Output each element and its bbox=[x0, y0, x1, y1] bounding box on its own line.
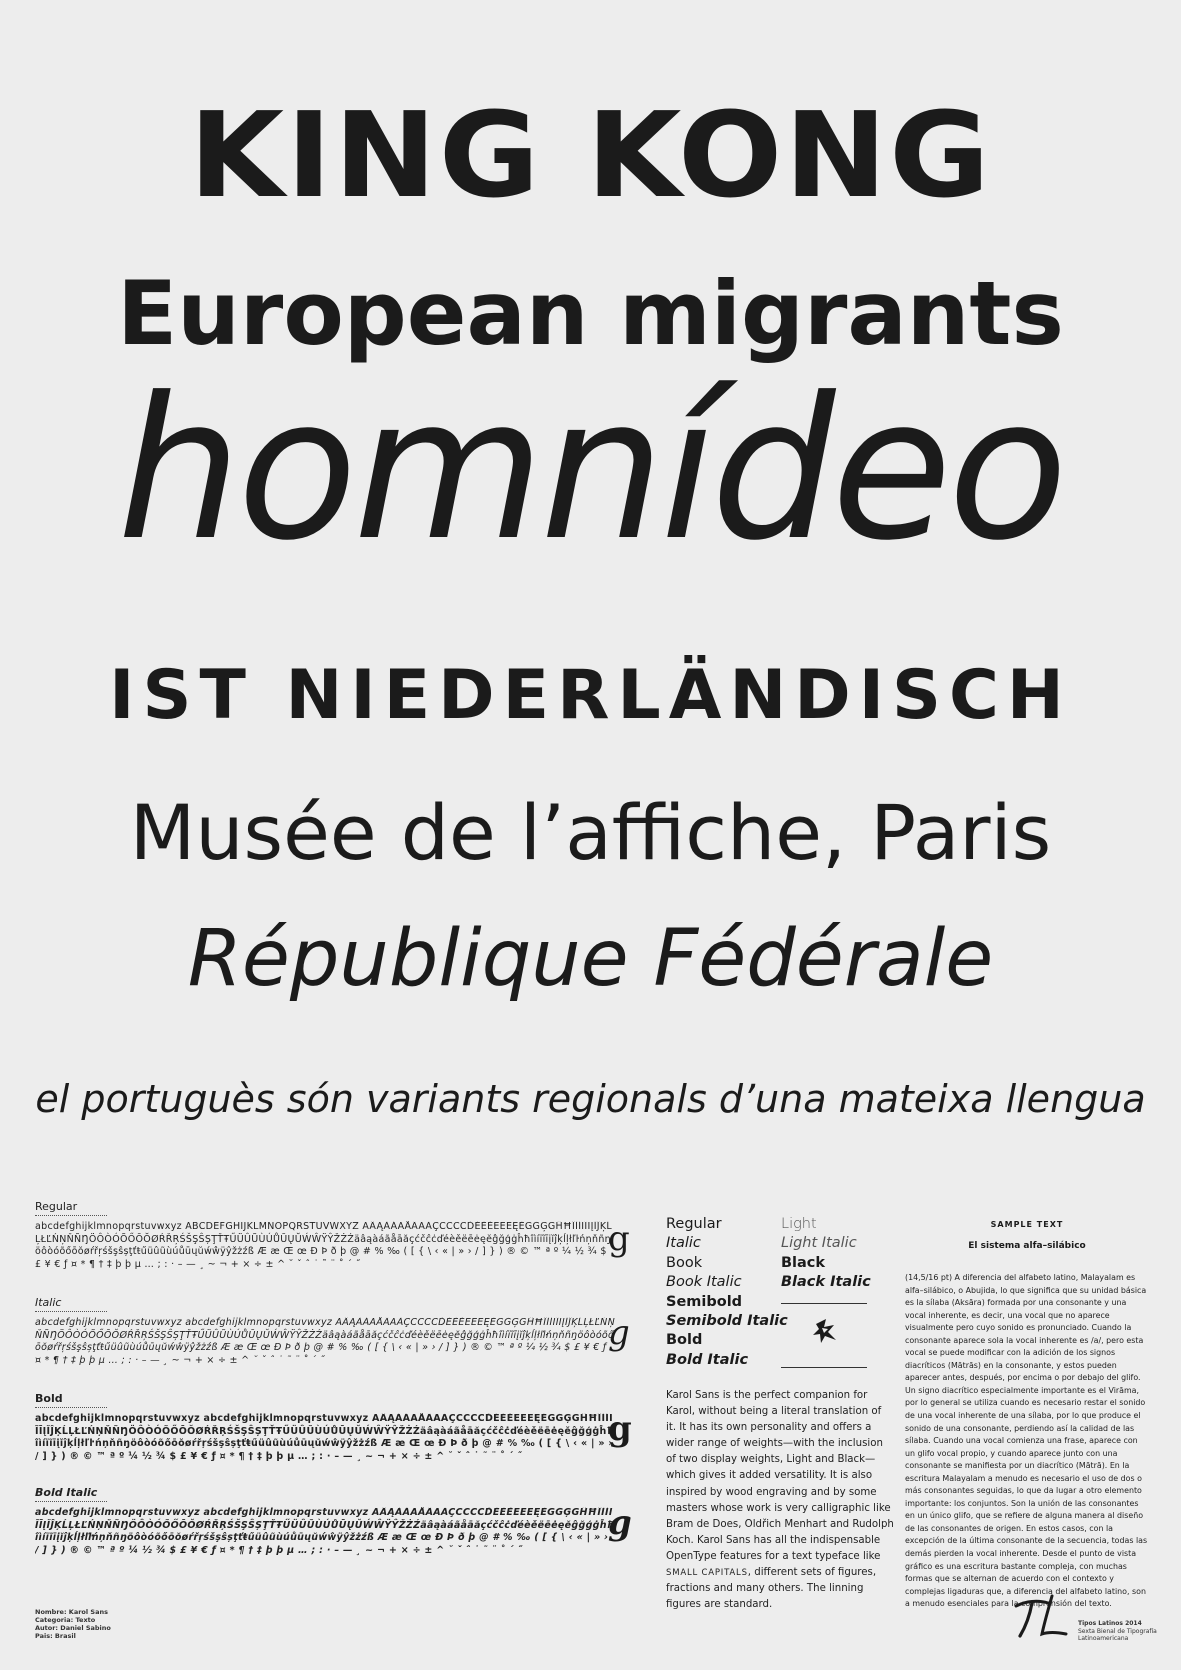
weight-book-italic: Book Italic bbox=[666, 1274, 742, 1291]
weight-book: Book bbox=[666, 1254, 703, 1271]
weight-black-italic: Black Italic bbox=[781, 1274, 871, 1291]
weight-light: Light bbox=[781, 1216, 817, 1232]
headline-portugues: el portuguès són variants regionals d’una mateixa llengua bbox=[35, 1077, 1146, 1121]
credit-name: Nombre: Karol Sans bbox=[35, 1608, 108, 1616]
weight-black: Black bbox=[781, 1254, 826, 1271]
companion-small-caps: SMALL CAPITALS bbox=[666, 1568, 748, 1579]
specimen-bold bbox=[35, 1392, 615, 1465]
footer-title: Tipos Latinos 2014 bbox=[1078, 1620, 1142, 1627]
specimen-chars: abcdefghijklmnopqrstuvwxyz abcdefghijklmnopqrstuvwxyz ÄÂĄÀÁÄÅÃĀĂÇĆČĈĊĎÉÈĚËĒĖĘĔĜĞĢĠĤĦÎÌÍÏĨĪĮĬĴĶĹĻŁĽŃŅŇÑŊÖÔÒÓÕŐŌŎØŔŘŖŚŠŞŜȘŢŤŦŰÜÛŨÙÚŮŪŲŬẂŴŸŶŽŻŹäâąàáãåāăçćčĉċďéèěëēėęĕĝğģġĥħîìíïĩīįĭĵķĺļłľŀńņňñŋöôòóõőōŏøŕřŗśšşŝșţťŧűüûũùúůūųŭẃŵÿŷžżźß Æ æ Œ œ Ð Þ ð þ @ # % ‰ ( [ { \ ‹ « | » › / ] } ) ® © ™ ª º ¼ ½ ¾ $ £ ¥ € ƒ ¤ * ¶ † ‡ þ ϸ µ … ; : · – — ¸ ~ ¬ + × ÷ ± ^ ˘ ˇ ˆ ˙ ˜ ¨ ˚ ´ ˝ bbox=[35, 1507, 615, 1556]
headline-musee: Musée de l’affiche, Paris bbox=[129, 788, 1052, 877]
weight-italic: Italic bbox=[666, 1235, 701, 1252]
credits bbox=[35, 1608, 111, 1640]
companion-text-start: Karol Sans is the perfect companion for Karol, without being a literal translation of it. It has its own personality and offers a wider range of weights—with the inclusion of two display weights, Light and Black—which gives it added versatility. It is also inspired by wood engraving and by some masters whose work is very calligraphic like Bram de Does, Oldřich Menhart and Rudolph Koch. Karol Sans has all the indispensable OpenType features for a text typeface like bbox=[666, 1390, 894, 1562]
divider-bottom bbox=[781, 1367, 867, 1368]
sample-heading: SAMPLE TEXT bbox=[990, 1220, 1064, 1229]
tipos-latinos-logo-icon bbox=[1008, 1592, 1072, 1644]
specimen-chars: abcdefghijklmnopqrstuvwxyz abcdefghijklmnopqrstuvwxyz ÄÂĄÀÁÄÅÃĀĂÇĆČĈĊĎÉÈĚËĒĖĘĔĜĞĢĠĤĦÎÌÍÏĨĪĮĬĴĶĹĻŁĽŃŅŇÑŊÖÔÒÓÕŐŌŎØŔŘŖŚŠŞŜȘŢŤŦŰÜÛŨÙÚŮŪŲŬẂŴŸŶŽŻŹäâąàáãåāăçćčĉċďéèěëēėęĕĝğģġĥħîìíïĩīįĭĵķĺļłľŀńņňñŋöôòóõőōŏøŕřŗśšşŝșţťŧűüûũùúůūųŭẃŵÿŷžżźß Æ æ Œ œ Ð Þ ð þ @ # % ‰ ( [ { \ ‹ « | » › / ] } ) ® © ™ ª º ¼ ½ ¾ $ £ ¥ € ƒ ¤ * ¶ † ‡ þ ϸ µ … ; : · – — ¸ ~ ¬ + × ÷ ± ^ ˘ ˇ ˆ ˙ ˜ ¨ ˚ ´ ˝ bbox=[35, 1317, 615, 1366]
credit-country: Pais: Brasil bbox=[35, 1632, 76, 1640]
companion-paragraph bbox=[666, 1388, 894, 1613]
specimen-italic bbox=[35, 1296, 615, 1369]
weight-bold-italic: Bold Italic bbox=[666, 1351, 749, 1368]
weight-light-italic: Light Italic bbox=[781, 1235, 857, 1252]
companion-text-end: , different sets of figures, fractions and many others. The linning figures are standard. bbox=[666, 1567, 877, 1611]
glyph-g-regular: g bbox=[608, 1219, 630, 1259]
weight-regular: Regular bbox=[666, 1216, 722, 1232]
headline-niederlandisch: IST NIEDERLÄNDISCH bbox=[109, 656, 1072, 735]
footer-line-3: Latinoamericana bbox=[1078, 1635, 1129, 1642]
headline-european-migrants: European migrants bbox=[117, 262, 1064, 365]
specimen-regular bbox=[35, 1200, 615, 1273]
credit-author: Autor: Daniel Sabino bbox=[35, 1624, 111, 1632]
headline-king-kong: KING KONG bbox=[189, 86, 992, 224]
weights-list-right bbox=[781, 1215, 871, 1293]
glyph-g-bold: g bbox=[608, 1409, 632, 1449]
specimen-label: Bold Italic bbox=[35, 1486, 107, 1502]
credit-category: Categoria: Texto bbox=[35, 1616, 96, 1624]
sample-body: (14,5/16 pt) A diferencia del alfabeto latino, Malayalam es alfa–silábico, o Abujida, lo que significa que su unidad básica es la sílaba (Aksāra) formada por una consonante y una vocal inherente, es decir, una vocal que no aparece visualmente pero cuyo sonido es pronunciado. Cuando la consonante aparece sola la vocal inherente es /a/, pero esta vocal se puede modificar con la adición de los signos diacríticos (Mātrās) en la consonante, y estos pueden aparecer antes, después, por encima o por debajo del glifo. Un signo diacrítico especialmente importante es el Virāma, por lo general se utiliza cuando es necesario restar el sonido de una vocal inherente de una sílaba, por lo que produce el sonido de una consonante, perdiendo así la calidad de las sílaba. Cuando una vocal comienza una frase, aparece con un glifo vocal propio, y cuando aparece junto con una consonante se manifiesta por un diacrítico (Mātrā). En la escritura Malayalam a menudo es necesario el uso de dos o más consonantes seguidas, lo que da lugar a otro elemento importante: los conjuntos. Son la unión de las consonantes en un único glifo, que se refiere de alguna manera al diseño de las consonantes de origen. En estos casos, con la excepción de la última consonante de la secuencia, todas las demás pierden la vocal inherente. Desde el punto de vista gráfico es una escritura bastante compleja, con muchas formas que se alternan de acuerdo con el contexto y complejas ligaduras que, a diferencia del alfabeto latino, son a menudo esenciales para la comprensión del texto. bbox=[905, 1273, 1148, 1609]
specimen-bold-italic bbox=[35, 1486, 615, 1559]
divider-top bbox=[781, 1303, 867, 1304]
glyph-g-bold-italic: g bbox=[608, 1503, 632, 1543]
specimen-label: Italic bbox=[35, 1296, 107, 1312]
weights-list-left bbox=[666, 1215, 788, 1370]
specimen-chars: abcdefghijklmnopqrstuvwxyz ABCDEFGHIJKLMNOPQRSTUVWXYZ ÄÂĄÀÁÄÅÃĀĂÇĆČĈĊĎÉÈĚËĒĖĘĔĜĞĢĠĤĦÎÌÍÏĨĪĮĬĴĶĹĻŁĽŃŅŇÑŊÖÔÒÓÕŐŌŎØŔŘŖŚŠŞŜȘŢŤŦŰÜÛŨÙÚŮŪŲŬẂŴŸŶŽŻŹäâąàáãåāăçćčĉċďéèěëēėęĕĝğģġĥħîìíïĩīįĭĵķĺļłľŀńņňñŋöôòóõőōŏøŕřŗśšşŝșţťŧűüûũùúůūųŭẃŵÿŷžżźß Æ æ Œ œ Ð Þ ð þ @ # % ‰ ( [ { \ ‹ « | » › / ] } ) ® © ™ ª º ¼ ½ ¾ $ £ ¥ € ƒ ¤ * ¶ † ‡ þ ϸ µ … ; : · – — ¸ ~ ¬ + × ÷ ± ^ ˘ ˇ ˆ ˙ ˜ ¨ ˚ ´ ˝ bbox=[35, 1221, 613, 1270]
footer-info bbox=[1078, 1620, 1157, 1643]
headline-republique: République Fédérale bbox=[187, 914, 994, 1004]
specimen-label: Regular bbox=[35, 1200, 107, 1216]
footer-line-2: Sexta Bienal de Tipografía bbox=[1078, 1627, 1157, 1635]
specimen-label: Bold bbox=[35, 1392, 107, 1408]
weight-bold: Bold bbox=[666, 1332, 703, 1349]
weight-semibold: Semibold bbox=[666, 1293, 743, 1310]
weight-semibold-italic: Semibold Italic bbox=[666, 1313, 788, 1330]
headline-homnideo: homnídeo bbox=[117, 356, 1064, 584]
glyph-g-italic: g bbox=[608, 1313, 630, 1353]
sample-title: El sistema alfa–silábico bbox=[968, 1241, 1086, 1251]
specimen-chars: abcdefghijklmnopqrstuvwxyz abcdefghijklmnopqrstuvwxyz ÄÂĄÀÁÄÅÃĀĂÇĆČĈĊĎÉÈĚËĒĖĘĔĜĞĢĠĤĦÎÌÍÏĨĪĮĬĴĶĹĻŁĽŃŅŇÑŊÖÔÒÓÕŐŌŎØŔŘŖŚŠŞŜȘŢŤŦŰÜÛŨÙÚŮŪŲŬẂŴŸŶŽŻŹäâąàáãåāăçćčĉċďéèěëēėęĕĝğģġĥħîìíïĩīįĭĵķĺļłľŀńņňñŋöôòóõőōŏøŕřŗśšşŝșţťŧűüûũùúůūųŭẃŵÿŷžżźß Æ æ Œ œ Ð Þ ð þ @ # % ‰ ( [ { \ ‹ « | » › / ] } ) ® © ™ ª º ¼ ½ ¾ $ £ ¥ € ƒ ¤ * ¶ † ‡ þ ϸ µ … ; : · – — ¸ ~ ¬ + × ÷ ± ^ ˘ ˇ ˆ ˙ ˜ ¨ ˚ ´ ˝ bbox=[35, 1413, 615, 1462]
ornament-icon bbox=[810, 1316, 840, 1346]
